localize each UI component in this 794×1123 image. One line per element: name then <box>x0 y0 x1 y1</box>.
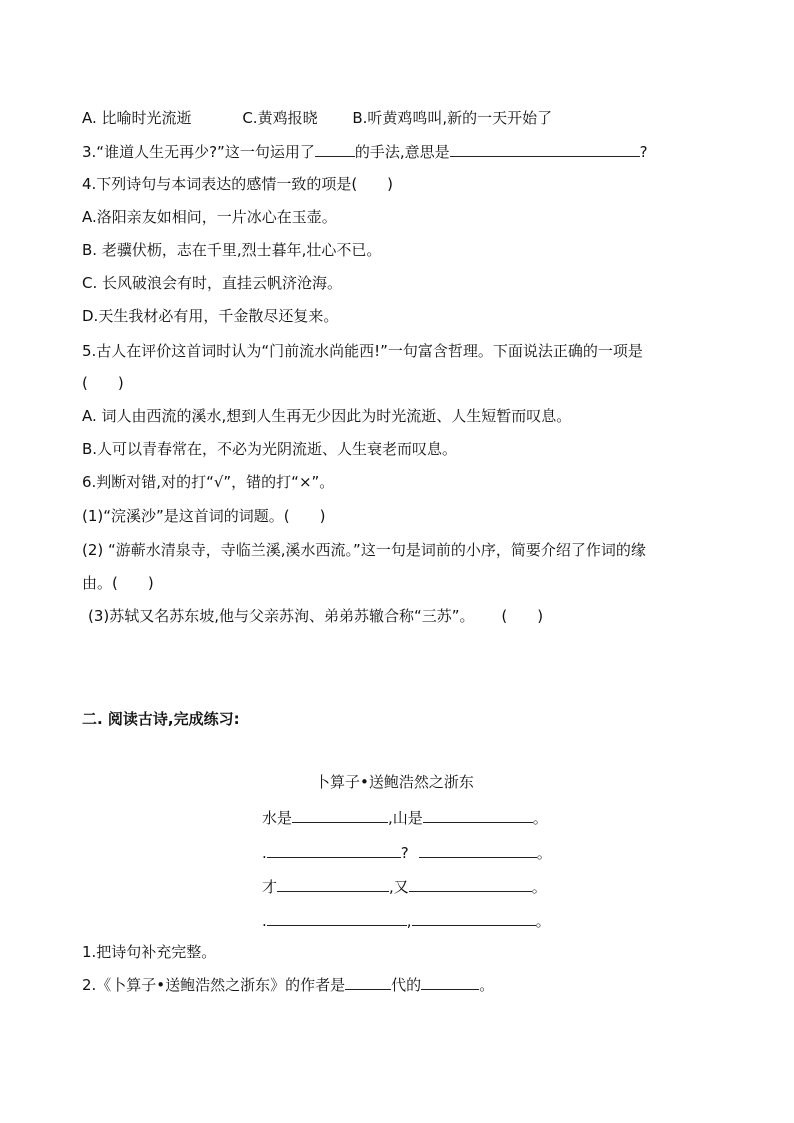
poem-line-2 <box>262 842 552 863</box>
q6-item-3-text: (3)苏轼又名苏东坡,他与父亲苏洵、弟弟苏辙合称“三苏”。 <box>88 607 475 625</box>
s2-q2-suffix: 。 <box>479 976 495 994</box>
options-line <box>82 108 552 128</box>
poem-line-3 <box>262 876 547 897</box>
section-2-question-1: 1.把诗句补充完整。 <box>82 943 217 961</box>
q6-item-1: (1)“浣溪沙”是这首词的词题。( ) <box>82 507 326 525</box>
section-2-heading: 二. 阅读古诗,完成练习: <box>82 710 240 728</box>
poem-blank-3[interactable] <box>267 842 401 858</box>
q3-suffix: ? <box>639 143 648 161</box>
s2-q2-blank-1[interactable] <box>345 974 391 990</box>
q4-option-a: A.洛阳亲友如相问，一片冰心在玉壶。 <box>82 208 337 226</box>
q3-middle: 的手法,意思是 <box>354 143 450 161</box>
poem-blank-8[interactable] <box>412 910 536 926</box>
s2-q2-blank-2[interactable] <box>421 974 479 990</box>
q4-option-c: C. 长风破浪会有时，直挂云帆济沧海。 <box>82 274 343 292</box>
q3-blank-2[interactable] <box>450 141 640 157</box>
q3-prefix: 3.“谁道人生无再少?”这一句运用了 <box>82 143 315 161</box>
q3-blank-1[interactable] <box>315 141 355 157</box>
poem-title: 卜算子•送鲍浩然之浙东 <box>315 773 474 791</box>
q6-item-3 <box>88 606 543 626</box>
option-a: A. 比喻时光流逝 <box>82 109 192 127</box>
poem-line-1-a: 水是 <box>262 809 293 827</box>
poem-line-2-mid: ? <box>400 844 409 862</box>
question-4-stem: 4.下列诗句与本词表达的感情一致的项是( ) <box>82 175 394 193</box>
poem-blank-1[interactable] <box>292 807 388 823</box>
poem-line-1-b: ,山是 <box>388 809 423 827</box>
poem-blank-4[interactable] <box>419 842 537 858</box>
q4-option-d: D.天生我材必有用，千金散尽还复来。 <box>82 307 339 325</box>
poem-blank-7[interactable] <box>267 910 407 926</box>
q4-option-b: B. 老骥伏枥，志在千里,烈士暮年,壮心不已。 <box>82 241 382 259</box>
poem-line-4-end: 。 <box>535 912 551 930</box>
q6-item-2-line-1: (2) “游蕲水清泉寺，寺临兰溪,溪水西流。”这一句是词前的小序，简要介绍了作词的缘 <box>82 541 646 559</box>
s2-q2-middle: 代的 <box>391 976 422 994</box>
poem-blank-5[interactable] <box>277 876 389 892</box>
q5-option-b: B.人可以青春常在，不必为光阴流逝、人生衰老而叹息。 <box>82 440 458 458</box>
s2-q2-prefix: 2.《卜算子•送鲍浩然之浙东》的作者是 <box>82 976 346 994</box>
poem-line-4-mid: , <box>406 912 412 930</box>
question-6-stem: 6.判断对错,对的打“√”，错的打“×”。 <box>82 473 335 491</box>
poem-line-4 <box>262 910 551 931</box>
poem-line-1-end: 。 <box>532 809 548 827</box>
poem-blank-6[interactable] <box>409 876 532 892</box>
option-b: B.听黄鸡鸣叫,新的一天开始了 <box>352 109 553 127</box>
question-5-stem-1: 5.古人在评价这首词时认为“门前流水尚能西!”一句富含哲理。下面说法正确的一项是 <box>82 342 643 360</box>
poem-line-2-end: 。 <box>536 844 552 862</box>
poem-line-3-a: 才 <box>262 878 278 896</box>
question-3 <box>82 141 648 162</box>
option-c: C.黄鸡报晓 <box>242 109 318 127</box>
q6-item-2-line-2: 由。( ) <box>82 574 154 592</box>
q6-item-3-paren: ( ) <box>501 607 544 625</box>
question-5-stem-2: ( ) <box>82 374 124 392</box>
poem-line-3-b: ,又 <box>389 878 409 896</box>
poem-blank-2[interactable] <box>423 807 533 823</box>
poem-line-1 <box>262 807 548 828</box>
poem-line-2-start: . <box>262 844 267 862</box>
poem-line-4-start: . <box>262 912 267 930</box>
q5-option-a: A. 词人由西流的溪水,想到人生再无少因此为时光流逝、人生短暂而叹息。 <box>82 407 572 425</box>
poem-line-3-end: 。 <box>531 878 547 896</box>
section-2-question-2 <box>82 974 494 995</box>
